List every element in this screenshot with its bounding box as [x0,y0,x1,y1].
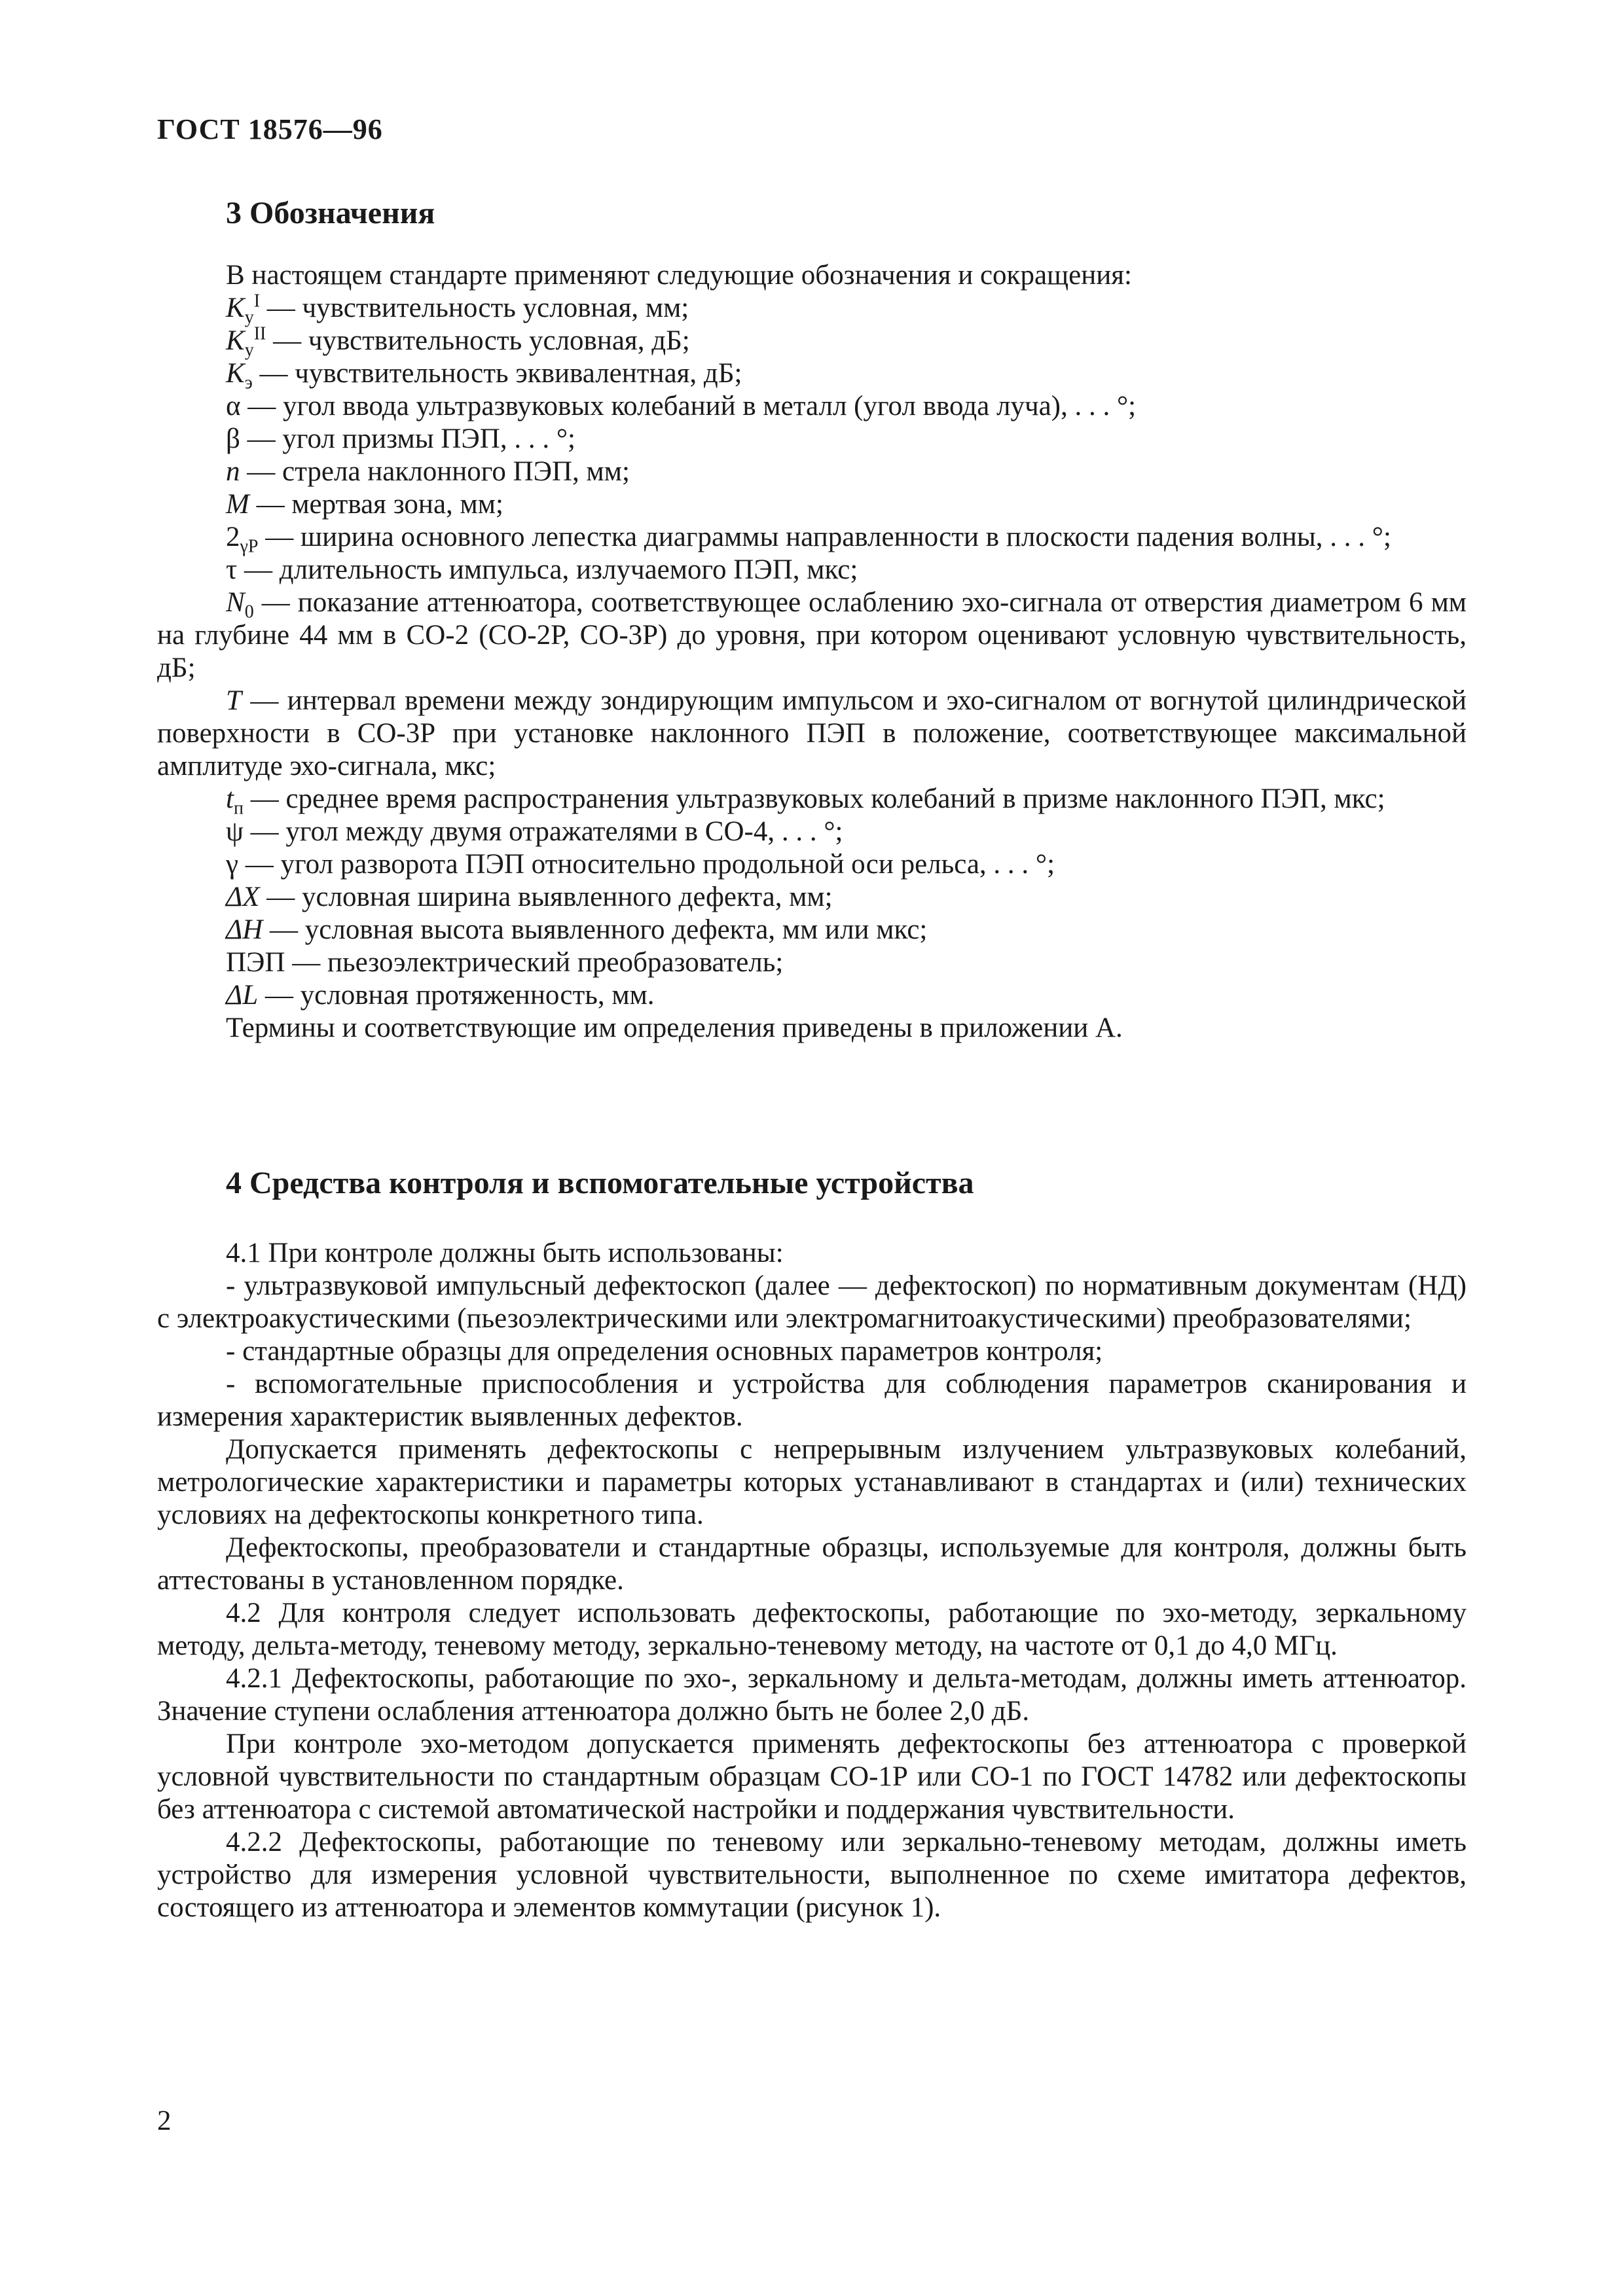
designation-beta: β — угол призмы ПЭП, . . . °; [226,423,575,454]
designation-gamma: γ — угол разворота ПЭП относительно продольной оси рельса, . . . °; [226,849,1055,880]
list-item-standard-samples: - стандартные образцы для определения основных параметров контроля; [226,1336,1103,1367]
clause-4-2: 4.2 Для контроля следует использовать дефектоскопы, работающие по эхо-методу, зеркальному методу, дельта-методу, теневому методу, зеркально-теневому методу, на частоте от 0,1 до 4,0 МГц. [157,1598,1467,1661]
page-number: 2 [157,2106,172,2136]
designation-ke: $K_э$ — чувствительность эквивалентная, дБ; [226,358,742,393]
section-4-title: 4 Средства контроля и вспомогательные устройства [226,1166,974,1200]
designation-psi: ψ — угол между двумя отражателями в СО-4, . . . °; [226,816,843,847]
section-3-intro: В настоящем стандарте применяют следующие обозначения и сокращения: [226,260,1132,291]
section-3-closing: Термины и соответствующие им определения приведены в приложении А. [226,1013,1123,1043]
designation-tp: $t_п$ — среднее время распространения ультразвуковых колебаний в призме наклонного ПЭП, мкс; [226,783,1385,819]
designation-pep: ПЭП — пьезоэлектрический преобразователь; [226,947,784,978]
designation-tau: τ — длительность импульса, излучаемого ПЭП, мкс; [226,554,858,585]
designation-list [157,292,1467,1012]
designation-ky2: $K_у^{II}$ — чувствительность условная, дБ; [226,323,690,361]
designation-t: T — интервал времени между зондирующим импульсом и эхо-сигналом от вогнутой цилиндрической поверхности в СО-3Р при установке наклонного ПЭП в положение, соответствующее максимальной амплитуде эхо-сигнала, мкс; [157,685,1467,781]
paragraph-certification: Дефектоскопы, преобразователи и стандартные образцы, используемые для контроля, должны быть аттестованы в установленном порядке. [157,1532,1467,1596]
section-3-title: 3 Обозначения [226,196,435,230]
clause-4-2-1: 4.2.1 Дефектоскопы, работающие по эхо-, зеркальному и дельта-методам, должны иметь аттенюатор. Значение ступени ослабления аттенюатора должно быть не более 2,0 дБ. [157,1663,1467,1727]
designation-gamma-p: $2_{\gamma P}$ — ширина основного лепестка диаграммы направленности в плоскости падения волны, . . . °; [226,522,1391,557]
section-4-body [157,1237,1467,1924]
paragraph-continuous-emission: Допускается применять дефектоскопы с непрерывным излучением ультразвуковых колебаний, метрологические характеристики и параметры которых устанавливают в стандартах и (или) технических условиях на дефектоскопы конкретного типа. [157,1434,1467,1530]
paragraph-echo-method: При контроле эхо-методом допускается применять дефектоскопы без аттенюатора с проверкой условной чувствительности по стандартным образцам СО-1Р или СО-1 по ГОСТ 14782 или дефектоскопы без аттенюатора с системой автоматической настройки и поддержания чувствительности. [157,1729,1467,1825]
designation-alpha: α — угол ввода ультразвуковых колебаний в металл (угол ввода луча), . . . °; [226,391,1137,422]
document-code-header: ГОСТ 18576—96 [157,113,383,145]
designation-n0: $N_0$ — показание аттенюатора, соответствующее ослаблению эхо-сигнала от отверстия диаметром 6 мм на глубине 44 мм в СО-2 (СО-2Р, СО-3Р) до уровня, при котором оценивают условную чувствительность, дБ; [157,587,1467,683]
section-3-body [157,259,1467,1045]
clause-4-2-2: 4.2.2 Дефектоскопы, работающие по теневому или зеркально-теневому методам, должны иметь устройство для измерения условной чувствительности, выполненное по схеме имитатора дефектов, состоящего из аттенюатора и элементов коммутации (рисунок 1). [157,1827,1467,1923]
clause-4-1: 4.1 При контроле должны быть использованы: [226,1238,784,1268]
designation-dl: ΔL — условная протяженность, мм. [226,980,655,1011]
designation-dx: ΔX — условная ширина выявленного дефекта, мм; [226,882,833,912]
designation-m: M — мертвая зона, мм; [226,489,503,520]
list-item-auxiliary-devices: - вспомогательные приспособления и устройства для соблюдения параметров сканирования и измерения характеристик выявленных дефектов. [157,1369,1467,1432]
list-item-defectoscope: - ультразвуковой импульсный дефектоскоп (далее — дефектоскоп) по нормативным документам (НД) с электроакустическими (пьезоэлектрическими или электромагнитоакустическими) преобразователями; [157,1270,1467,1334]
designation-dh: ΔH — условная высота выявленного дефекта, мм или мкс; [226,914,928,945]
designation-ky1: $K_у^I$ — чувствительность условная, мм; [226,291,689,328]
designation-n: n — стрела наклонного ПЭП, мм; [226,456,630,487]
